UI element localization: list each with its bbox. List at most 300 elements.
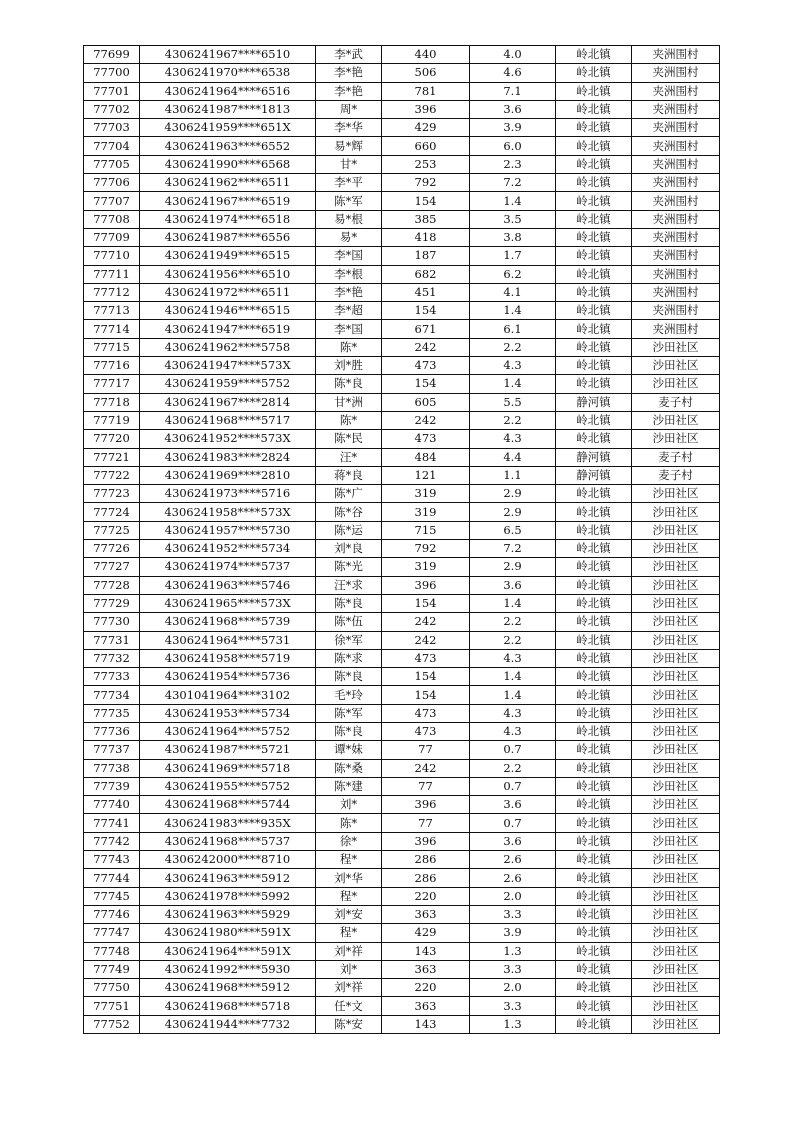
cell-name: 李*武	[316, 46, 382, 64]
cell-name: 谭*妹	[316, 741, 382, 759]
cell-value: 0.7	[470, 777, 556, 795]
cell-amount: 396	[382, 576, 470, 594]
cell-name: 李*根	[316, 265, 382, 283]
cell-id-number: 4306241964****5731	[140, 631, 316, 649]
table-row	[84, 228, 720, 246]
cell-id-number: 4306241964****591X	[140, 942, 316, 960]
cell-value: 1.4	[470, 375, 556, 393]
table-row	[84, 82, 720, 100]
cell-row-number: 77709	[84, 228, 140, 246]
cell-row-number: 77740	[84, 796, 140, 814]
table-row	[84, 503, 720, 521]
cell-id-number: 4306241953****5734	[140, 704, 316, 722]
cell-village: 夹洲围村	[632, 174, 720, 192]
table-row	[84, 302, 720, 320]
cell-value: 3.3	[470, 997, 556, 1015]
cell-name: 刘*	[316, 960, 382, 978]
cell-amount: 319	[382, 485, 470, 503]
cell-id-number: 4306241952****5734	[140, 540, 316, 558]
cell-row-number: 77747	[84, 924, 140, 942]
cell-id-number: 4306241974****5737	[140, 558, 316, 576]
table-row	[84, 558, 720, 576]
table-row	[84, 887, 720, 905]
cell-row-number: 77706	[84, 174, 140, 192]
cell-row-number: 77722	[84, 466, 140, 484]
table-row	[84, 942, 720, 960]
cell-id-number: 4306241967****6519	[140, 192, 316, 210]
cell-id-number: 4306241968****5744	[140, 796, 316, 814]
cell-id-number: 4306241983****2824	[140, 448, 316, 466]
cell-id-number: 4306241963****6552	[140, 137, 316, 155]
cell-village: 沙田社区	[632, 576, 720, 594]
cell-value: 2.2	[470, 411, 556, 429]
cell-village: 沙田社区	[632, 631, 720, 649]
table-row	[84, 466, 720, 484]
cell-row-number: 77708	[84, 210, 140, 228]
cell-amount: 143	[382, 942, 470, 960]
cell-id-number: 4306241990****6568	[140, 155, 316, 173]
table-row	[84, 137, 720, 155]
cell-name: 甘*	[316, 155, 382, 173]
cell-id-number: 4306241947****573X	[140, 357, 316, 375]
cell-name: 李*艳	[316, 283, 382, 301]
cell-town: 岭北镇	[556, 631, 632, 649]
cell-id-number: 4306241947****6519	[140, 320, 316, 338]
cell-value: 6.0	[470, 137, 556, 155]
table-row	[84, 1015, 720, 1033]
cell-town: 岭北镇	[556, 668, 632, 686]
cell-row-number: 77736	[84, 722, 140, 740]
table-row	[84, 247, 720, 265]
cell-village: 沙田社区	[632, 796, 720, 814]
cell-village: 沙田社区	[632, 430, 720, 448]
cell-town: 岭北镇	[556, 430, 632, 448]
cell-village: 沙田社区	[632, 521, 720, 539]
cell-amount: 154	[382, 686, 470, 704]
cell-amount: 77	[382, 741, 470, 759]
cell-id-number: 4306241980****591X	[140, 924, 316, 942]
cell-id-number: 4306241959****651X	[140, 119, 316, 137]
cell-name: 刘*祥	[316, 979, 382, 997]
cell-name: 李*华	[316, 119, 382, 137]
cell-village: 沙田社区	[632, 503, 720, 521]
cell-row-number: 77710	[84, 247, 140, 265]
cell-value: 3.3	[470, 905, 556, 923]
cell-amount: 143	[382, 1015, 470, 1033]
cell-amount: 286	[382, 869, 470, 887]
cell-name: 蒋*良	[316, 466, 382, 484]
cell-row-number: 77702	[84, 100, 140, 118]
cell-amount: 253	[382, 155, 470, 173]
cell-value: 6.5	[470, 521, 556, 539]
cell-row-number: 77738	[84, 759, 140, 777]
cell-row-number: 77715	[84, 338, 140, 356]
cell-name: 刘*胜	[316, 357, 382, 375]
cell-town: 岭北镇	[556, 686, 632, 704]
cell-name: 陈*军	[316, 704, 382, 722]
cell-town: 岭北镇	[556, 119, 632, 137]
table-row	[84, 576, 720, 594]
cell-value: 1.4	[470, 686, 556, 704]
cell-id-number: 4306241992****5930	[140, 960, 316, 978]
cell-name: 陈*谷	[316, 503, 382, 521]
cell-amount: 473	[382, 430, 470, 448]
cell-id-number: 4306241955****5752	[140, 777, 316, 795]
cell-amount: 660	[382, 137, 470, 155]
cell-amount: 242	[382, 338, 470, 356]
cell-amount: 396	[382, 832, 470, 850]
cell-value: 2.0	[470, 887, 556, 905]
cell-town: 岭北镇	[556, 283, 632, 301]
cell-town: 岭北镇	[556, 887, 632, 905]
table-row	[84, 741, 720, 759]
cell-village: 沙田社区	[632, 558, 720, 576]
cell-name: 刘*安	[316, 905, 382, 923]
cell-name: 陈*良	[316, 722, 382, 740]
cell-id-number: 4306241949****6515	[140, 247, 316, 265]
cell-row-number: 77751	[84, 997, 140, 1015]
cell-value: 3.6	[470, 796, 556, 814]
cell-name: 陈*良	[316, 375, 382, 393]
cell-village: 夹洲围村	[632, 228, 720, 246]
cell-row-number: 77750	[84, 979, 140, 997]
cell-amount: 154	[382, 302, 470, 320]
cell-village: 沙田社区	[632, 357, 720, 375]
cell-name: 陈*求	[316, 649, 382, 667]
cell-value: 3.5	[470, 210, 556, 228]
cell-village: 沙田社区	[632, 997, 720, 1015]
cell-value: 3.9	[470, 924, 556, 942]
cell-name: 任*文	[316, 997, 382, 1015]
cell-village: 沙田社区	[632, 777, 720, 795]
cell-village: 沙田社区	[632, 540, 720, 558]
cell-row-number: 77719	[84, 411, 140, 429]
table-row	[84, 796, 720, 814]
cell-town: 岭北镇	[556, 613, 632, 631]
cell-row-number: 77721	[84, 448, 140, 466]
cell-value: 4.3	[470, 357, 556, 375]
cell-town: 岭北镇	[556, 704, 632, 722]
cell-row-number: 77742	[84, 832, 140, 850]
cell-town: 岭北镇	[556, 905, 632, 923]
cell-row-number: 77717	[84, 375, 140, 393]
cell-amount: 319	[382, 558, 470, 576]
table-row	[84, 521, 720, 539]
cell-value: 4.3	[470, 704, 556, 722]
cell-village: 沙田社区	[632, 722, 720, 740]
table-row	[84, 814, 720, 832]
cell-value: 7.1	[470, 82, 556, 100]
table-row	[84, 320, 720, 338]
cell-town: 岭北镇	[556, 82, 632, 100]
cell-name: 刘*祥	[316, 942, 382, 960]
cell-town: 岭北镇	[556, 228, 632, 246]
cell-town: 岭北镇	[556, 137, 632, 155]
cell-value: 2.6	[470, 851, 556, 869]
cell-id-number: 4306241954****5736	[140, 668, 316, 686]
table-row	[84, 375, 720, 393]
cell-row-number: 77701	[84, 82, 140, 100]
cell-name: 陈*军	[316, 192, 382, 210]
cell-amount: 682	[382, 265, 470, 283]
cell-value: 2.9	[470, 558, 556, 576]
cell-row-number: 77726	[84, 540, 140, 558]
cell-town: 岭北镇	[556, 722, 632, 740]
cell-amount: 154	[382, 594, 470, 612]
cell-village: 夹洲围村	[632, 82, 720, 100]
cell-amount: 418	[382, 228, 470, 246]
cell-name: 陈*运	[316, 521, 382, 539]
cell-amount: 781	[382, 82, 470, 100]
table-row	[84, 704, 720, 722]
cell-town: 岭北镇	[556, 174, 632, 192]
cell-town: 岭北镇	[556, 924, 632, 942]
cell-town: 岭北镇	[556, 265, 632, 283]
cell-amount: 429	[382, 924, 470, 942]
cell-name: 汪*	[316, 448, 382, 466]
cell-value: 3.8	[470, 228, 556, 246]
cell-id-number: 4306241987****6556	[140, 228, 316, 246]
cell-amount: 792	[382, 540, 470, 558]
cell-value: 1.4	[470, 302, 556, 320]
cell-amount: 220	[382, 979, 470, 997]
cell-id-number: 4306241952****573X	[140, 430, 316, 448]
cell-village: 夹洲围村	[632, 46, 720, 64]
cell-amount: 715	[382, 521, 470, 539]
cell-row-number: 77729	[84, 594, 140, 612]
cell-value: 4.6	[470, 64, 556, 82]
cell-value: 3.6	[470, 100, 556, 118]
cell-value: 2.2	[470, 613, 556, 631]
cell-town: 岭北镇	[556, 576, 632, 594]
cell-town: 岭北镇	[556, 1015, 632, 1033]
cell-village: 麦子村	[632, 466, 720, 484]
cell-town: 静河镇	[556, 448, 632, 466]
table-row	[84, 759, 720, 777]
cell-town: 静河镇	[556, 393, 632, 411]
cell-name: 陈*安	[316, 1015, 382, 1033]
cell-value: 6.1	[470, 320, 556, 338]
cell-village: 沙田社区	[632, 375, 720, 393]
cell-id-number: 4301041964****3102	[140, 686, 316, 704]
cell-village: 沙田社区	[632, 649, 720, 667]
table-body	[84, 46, 720, 1034]
cell-value: 2.2	[470, 759, 556, 777]
cell-id-number: 4306241983****935X	[140, 814, 316, 832]
cell-amount: 363	[382, 905, 470, 923]
cell-amount: 121	[382, 466, 470, 484]
cell-town: 岭北镇	[556, 503, 632, 521]
cell-row-number: 77707	[84, 192, 140, 210]
cell-value: 2.3	[470, 155, 556, 173]
table-row	[84, 960, 720, 978]
cell-row-number: 77705	[84, 155, 140, 173]
table-row	[84, 979, 720, 997]
table-row	[84, 210, 720, 228]
cell-name: 刘*华	[316, 869, 382, 887]
cell-name: 陈*民	[316, 430, 382, 448]
cell-town: 岭北镇	[556, 210, 632, 228]
cell-village: 夹洲围村	[632, 100, 720, 118]
cell-name: 陈*广	[316, 485, 382, 503]
cell-row-number: 77700	[84, 64, 140, 82]
cell-village: 夹洲围村	[632, 192, 720, 210]
table-row	[84, 869, 720, 887]
cell-amount: 154	[382, 375, 470, 393]
cell-id-number: 4306241963****5912	[140, 869, 316, 887]
cell-amount: 451	[382, 283, 470, 301]
cell-row-number: 77713	[84, 302, 140, 320]
cell-name: 易*	[316, 228, 382, 246]
cell-id-number: 4306241972****6511	[140, 283, 316, 301]
cell-village: 沙田社区	[632, 485, 720, 503]
cell-row-number: 77743	[84, 851, 140, 869]
cell-amount: 154	[382, 668, 470, 686]
cell-name: 陈*良	[316, 668, 382, 686]
cell-amount: 77	[382, 814, 470, 832]
cell-value: 3.6	[470, 576, 556, 594]
cell-amount: 473	[382, 704, 470, 722]
cell-amount: 605	[382, 393, 470, 411]
cell-town: 岭北镇	[556, 192, 632, 210]
table-row	[84, 192, 720, 210]
cell-village: 沙田社区	[632, 979, 720, 997]
cell-village: 夹洲围村	[632, 320, 720, 338]
cell-village: 沙田社区	[632, 905, 720, 923]
cell-value: 4.3	[470, 430, 556, 448]
cell-name: 陈*光	[316, 558, 382, 576]
cell-value: 0.7	[470, 741, 556, 759]
cell-row-number: 77716	[84, 357, 140, 375]
cell-village: 沙田社区	[632, 704, 720, 722]
cell-name: 李*平	[316, 174, 382, 192]
cell-id-number: 4306241968****5912	[140, 979, 316, 997]
cell-value: 1.3	[470, 942, 556, 960]
cell-name: 徐*军	[316, 631, 382, 649]
cell-value: 4.4	[470, 448, 556, 466]
cell-town: 岭北镇	[556, 64, 632, 82]
cell-name: 李*超	[316, 302, 382, 320]
cell-name: 汪*求	[316, 576, 382, 594]
cell-id-number: 4306241968****5718	[140, 997, 316, 1015]
table-row	[84, 64, 720, 82]
cell-amount: 187	[382, 247, 470, 265]
table-row	[84, 448, 720, 466]
cell-row-number: 77737	[84, 741, 140, 759]
cell-town: 岭北镇	[556, 320, 632, 338]
cell-village: 沙田社区	[632, 942, 720, 960]
cell-village: 沙田社区	[632, 832, 720, 850]
cell-town: 静河镇	[556, 466, 632, 484]
cell-name: 陈*	[316, 814, 382, 832]
cell-village: 夹洲围村	[632, 64, 720, 82]
cell-id-number: 4306241987****5721	[140, 741, 316, 759]
cell-name: 程*	[316, 851, 382, 869]
table-row	[84, 722, 720, 740]
cell-row-number: 77745	[84, 887, 140, 905]
cell-amount: 363	[382, 997, 470, 1015]
cell-value: 4.0	[470, 46, 556, 64]
data-table	[83, 45, 720, 1034]
cell-id-number: 4306241956****6510	[140, 265, 316, 283]
cell-village: 沙田社区	[632, 1015, 720, 1033]
cell-value: 2.9	[470, 485, 556, 503]
cell-village: 夹洲围村	[632, 210, 720, 228]
cell-id-number: 4306241963****5746	[140, 576, 316, 594]
cell-value: 1.1	[470, 466, 556, 484]
cell-value: 7.2	[470, 540, 556, 558]
cell-village: 夹洲围村	[632, 302, 720, 320]
cell-value: 1.4	[470, 192, 556, 210]
cell-village: 夹洲围村	[632, 155, 720, 173]
cell-value: 4.3	[470, 649, 556, 667]
cell-value: 0.7	[470, 814, 556, 832]
cell-id-number: 4306241958****573X	[140, 503, 316, 521]
table-row	[84, 485, 720, 503]
cell-id-number: 4306241959****5752	[140, 375, 316, 393]
cell-amount: 671	[382, 320, 470, 338]
table-row	[84, 905, 720, 923]
cell-value: 7.2	[470, 174, 556, 192]
cell-town: 岭北镇	[556, 777, 632, 795]
cell-name: 毛*玲	[316, 686, 382, 704]
cell-value: 2.2	[470, 631, 556, 649]
cell-id-number: 4306241969****2810	[140, 466, 316, 484]
cell-town: 岭北镇	[556, 155, 632, 173]
cell-name: 李*国	[316, 247, 382, 265]
cell-name: 刘*	[316, 796, 382, 814]
cell-id-number: 4306241970****6538	[140, 64, 316, 82]
cell-village: 沙田社区	[632, 924, 720, 942]
cell-village: 沙田社区	[632, 668, 720, 686]
table-row	[84, 924, 720, 942]
cell-town: 岭北镇	[556, 375, 632, 393]
cell-row-number: 77731	[84, 631, 140, 649]
cell-town: 岭北镇	[556, 357, 632, 375]
cell-row-number: 77733	[84, 668, 140, 686]
cell-village: 麦子村	[632, 393, 720, 411]
cell-name: 易*根	[316, 210, 382, 228]
cell-village: 沙田社区	[632, 851, 720, 869]
table-row	[84, 631, 720, 649]
cell-id-number: 4306241964****6516	[140, 82, 316, 100]
cell-id-number: 4306241944****7732	[140, 1015, 316, 1033]
table-row	[84, 686, 720, 704]
table-row	[84, 540, 720, 558]
cell-town: 岭北镇	[556, 411, 632, 429]
table-row	[84, 832, 720, 850]
cell-value: 4.3	[470, 722, 556, 740]
cell-id-number: 4306241962****6511	[140, 174, 316, 192]
cell-value: 2.2	[470, 338, 556, 356]
cell-name: 陈*	[316, 338, 382, 356]
table-row	[84, 411, 720, 429]
table-row	[84, 265, 720, 283]
cell-town: 岭北镇	[556, 832, 632, 850]
cell-row-number: 77732	[84, 649, 140, 667]
cell-amount: 154	[382, 192, 470, 210]
cell-value: 2.0	[470, 979, 556, 997]
cell-value: 5.5	[470, 393, 556, 411]
cell-amount: 396	[382, 100, 470, 118]
cell-value: 3.9	[470, 119, 556, 137]
cell-town: 岭北镇	[556, 851, 632, 869]
cell-id-number: 4306241987****1813	[140, 100, 316, 118]
cell-town: 岭北镇	[556, 485, 632, 503]
table-row	[84, 338, 720, 356]
table-row	[84, 174, 720, 192]
cell-row-number: 77704	[84, 137, 140, 155]
